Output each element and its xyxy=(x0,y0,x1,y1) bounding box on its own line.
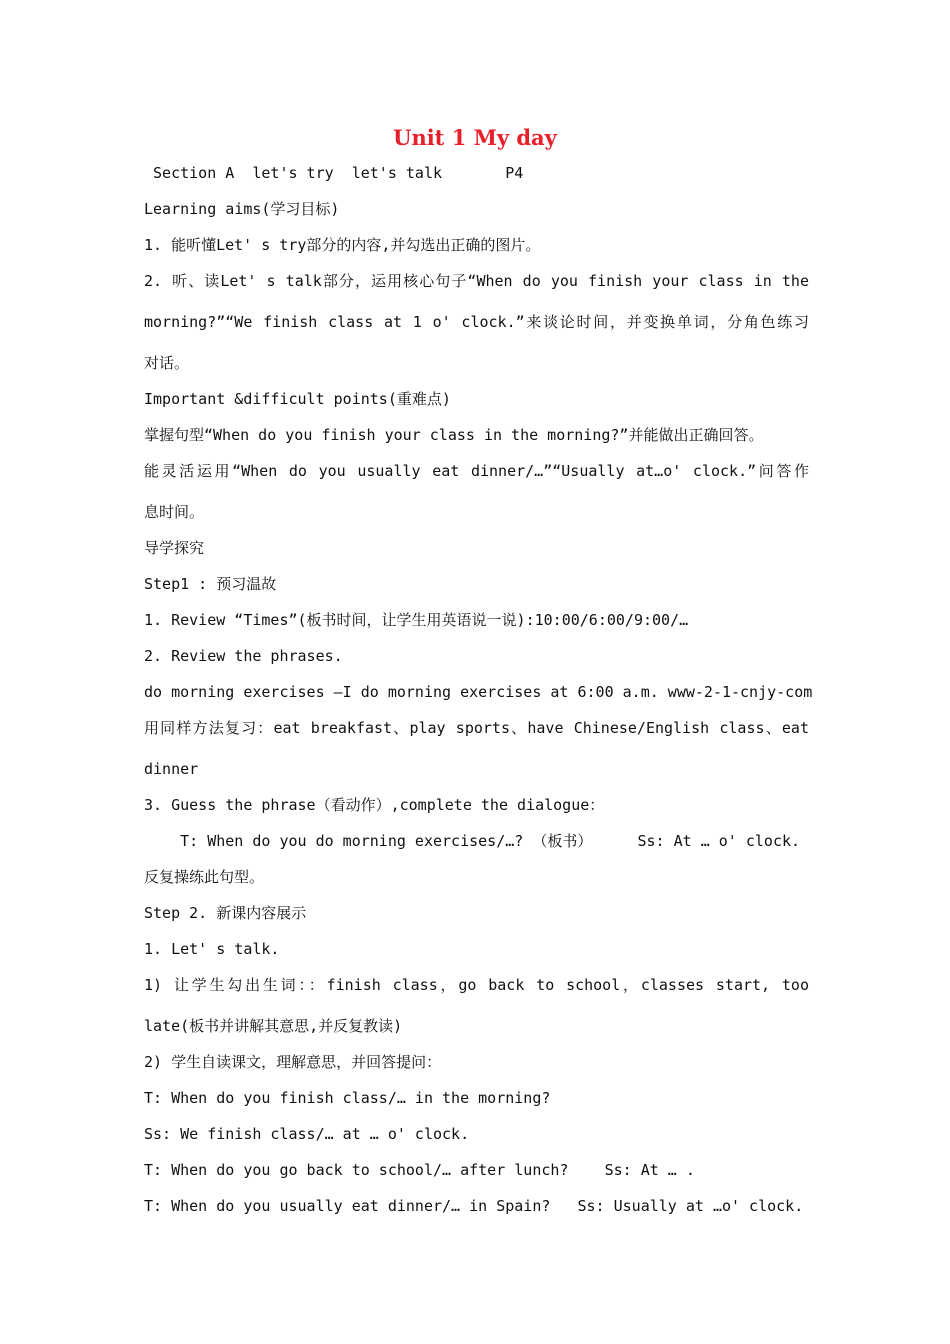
aim-item-2-line-2: morning?”“We finish class at 1 o' clock.”来谈论时间，并变换单词，分角色练习 xyxy=(144,313,809,331)
step-1-item-2: 2. Review the phrases. xyxy=(144,647,343,665)
key-points-heading: Important &difficult points(重难点) xyxy=(144,390,451,408)
document-title: Unit 1 My day xyxy=(393,125,557,150)
step-1-review-line-1: 用同样方法复习：eat breakfast、play sports、have Chinese/English class、eat xyxy=(144,719,809,737)
step-2-item-1: 1. Let' s talk. xyxy=(144,940,280,958)
aim-item-2-line-1: 2. 听、读Let' s talk部分，运用核心句子“When do you finish your class in the xyxy=(144,272,809,290)
practice-note: 反复操练此句型。 xyxy=(144,868,265,886)
step-2-sub-1-line-1: 1) 让学生勾出生词：：finish class，go back to school，classes start, too xyxy=(144,976,809,994)
dialogue-line: T: When do you do morning exercises/…? （板书） Ss: At … o' clock. xyxy=(144,832,801,850)
learning-aims-heading: Learning aims(学习目标) xyxy=(144,200,340,218)
step-1-item-3: 3. Guess the phrase（看动作）,complete the dialogue： xyxy=(144,796,605,814)
step-2-heading: Step 2. 新课内容展示 xyxy=(144,904,307,922)
qa-line-4: T: When do you usually eat dinner/… in Spain? Ss: Usually at …o' clock. xyxy=(144,1197,804,1215)
step-2-sub-2: 2) 学生自读课文，理解意思，并回答提问： xyxy=(144,1053,442,1071)
aim-item-2-line-3: 对话。 xyxy=(144,354,190,372)
step-1-item-1: 1. Review “Times”(板书时间，让学生用英语说一说):10:00/6:00/9:00/… xyxy=(144,611,689,629)
key-point-1: 掌握句型“When do you finish your class in the morning?”并能做出正确回答。 xyxy=(144,426,764,444)
guided-study-heading: 导学探究 xyxy=(144,539,205,557)
step-1-example: do morning exercises —I do morning exercises at 6:00 a.m. www-2-1-cnjy-com xyxy=(144,683,813,701)
key-point-2-line-2: 息时间。 xyxy=(144,503,205,521)
aim-item-1: 1. 能听懂Let' s try部分的内容,并勾选出正确的图片。 xyxy=(144,236,541,254)
step-1-heading: Step1 : 预习温故 xyxy=(144,575,277,593)
step-2-sub-1-line-2: late(板书并讲解其意思,并反复教读) xyxy=(144,1017,403,1035)
qa-line-1: T: When do you finish class/… in the morning? xyxy=(144,1089,551,1107)
step-1-review-line-2: dinner xyxy=(144,760,199,778)
key-point-2-line-1: 能灵活运用“When do you usually eat dinner/…”“Usually at…o' clock.”问答作 xyxy=(144,462,809,480)
qa-line-2: Ss: We finish class/… at … o' clock. xyxy=(144,1125,470,1143)
section-heading: Section A let's try let's talk P4 xyxy=(144,164,524,182)
qa-line-3: T: When do you go back to school/… after lunch? Ss: At … . xyxy=(144,1161,695,1179)
